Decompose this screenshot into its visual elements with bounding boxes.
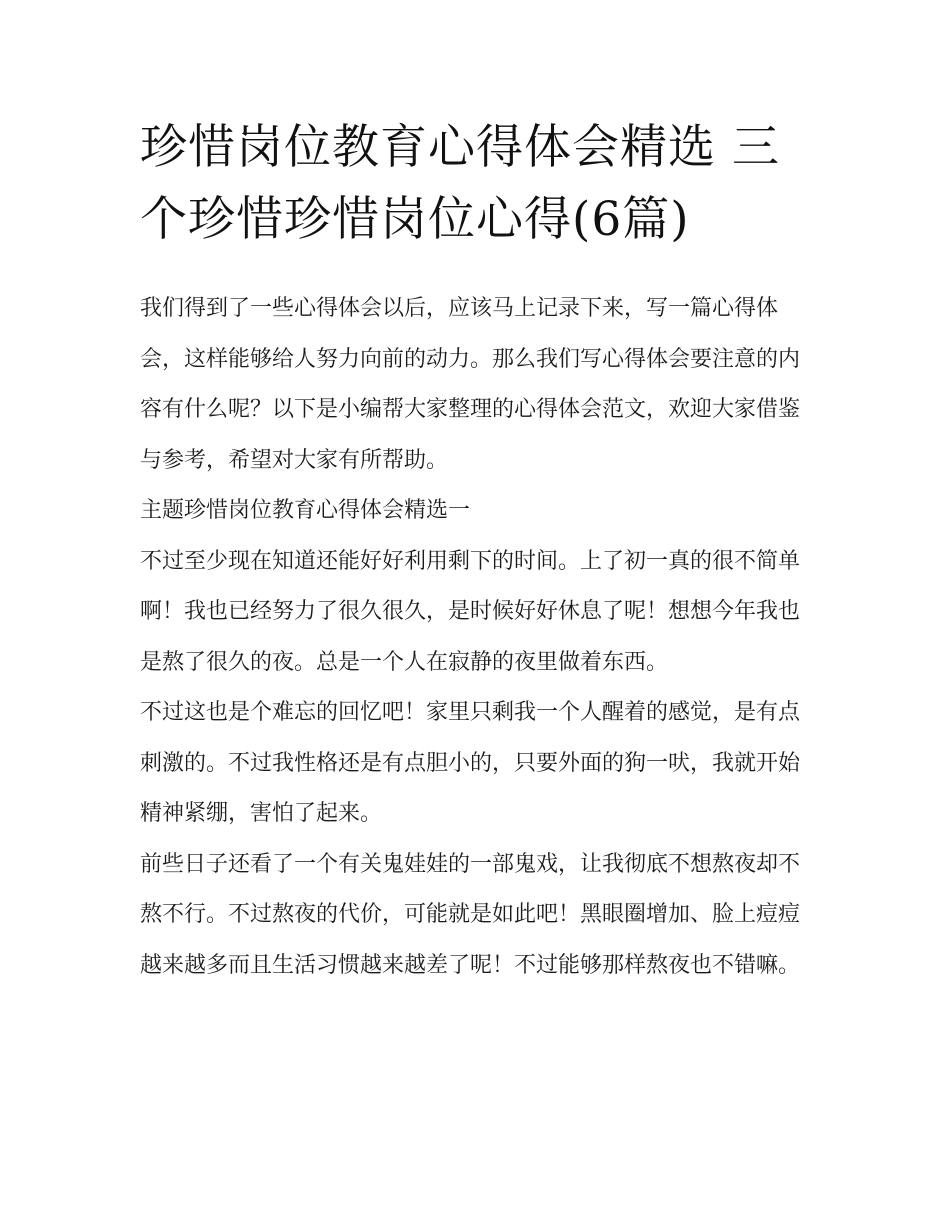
section-heading: 主题珍惜岗位教育心得体会精选一 xyxy=(140,498,471,523)
document-body xyxy=(140,112,815,991)
body-paragraph: 前些日子还看了一个有关鬼娃娃的一部鬼戏，让我彻底不想熬夜却不熬不行。不过熬夜的代价，可能就是如此吧！黑眼圈增加、脸上痘痘越来越多而且生活习惯越来越差了呢！不过能够那样熬夜也不错嘛。 xyxy=(140,851,801,978)
intro-paragraph: 我们得到了一些心得体会以后，应该马上记录下来，写一篇心得体会，这样能够给人努力向前的动力。那么我们写心得体会要注意的内容有什么呢？以下是小编帮大家整理的心得体会范文，欢迎大家借鉴与参考，希望对大家有所帮助。 xyxy=(140,296,801,473)
document-title: 珍惜岗位教育心得体会精选 三个珍惜珍惜岗位心得(6篇) xyxy=(140,120,780,247)
body-paragraph: 不过至少现在知道还能好好利用剩下的时间。上了初一真的很不简单啊！我也已经努力了很久很久，是时候好好休息了呢！想想今年我也是熬了很久的夜。总是一个人在寂静的夜里做着东西。 xyxy=(140,548,801,675)
body-paragraph: 不过这也是个难忘的回忆吧！家里只剩我一个人醒着的感觉，是有点刺激的。不过我性格还是有点胆小的，只要外面的狗一吠，我就开始精神紧绷，害怕了起来。 xyxy=(140,700,801,826)
